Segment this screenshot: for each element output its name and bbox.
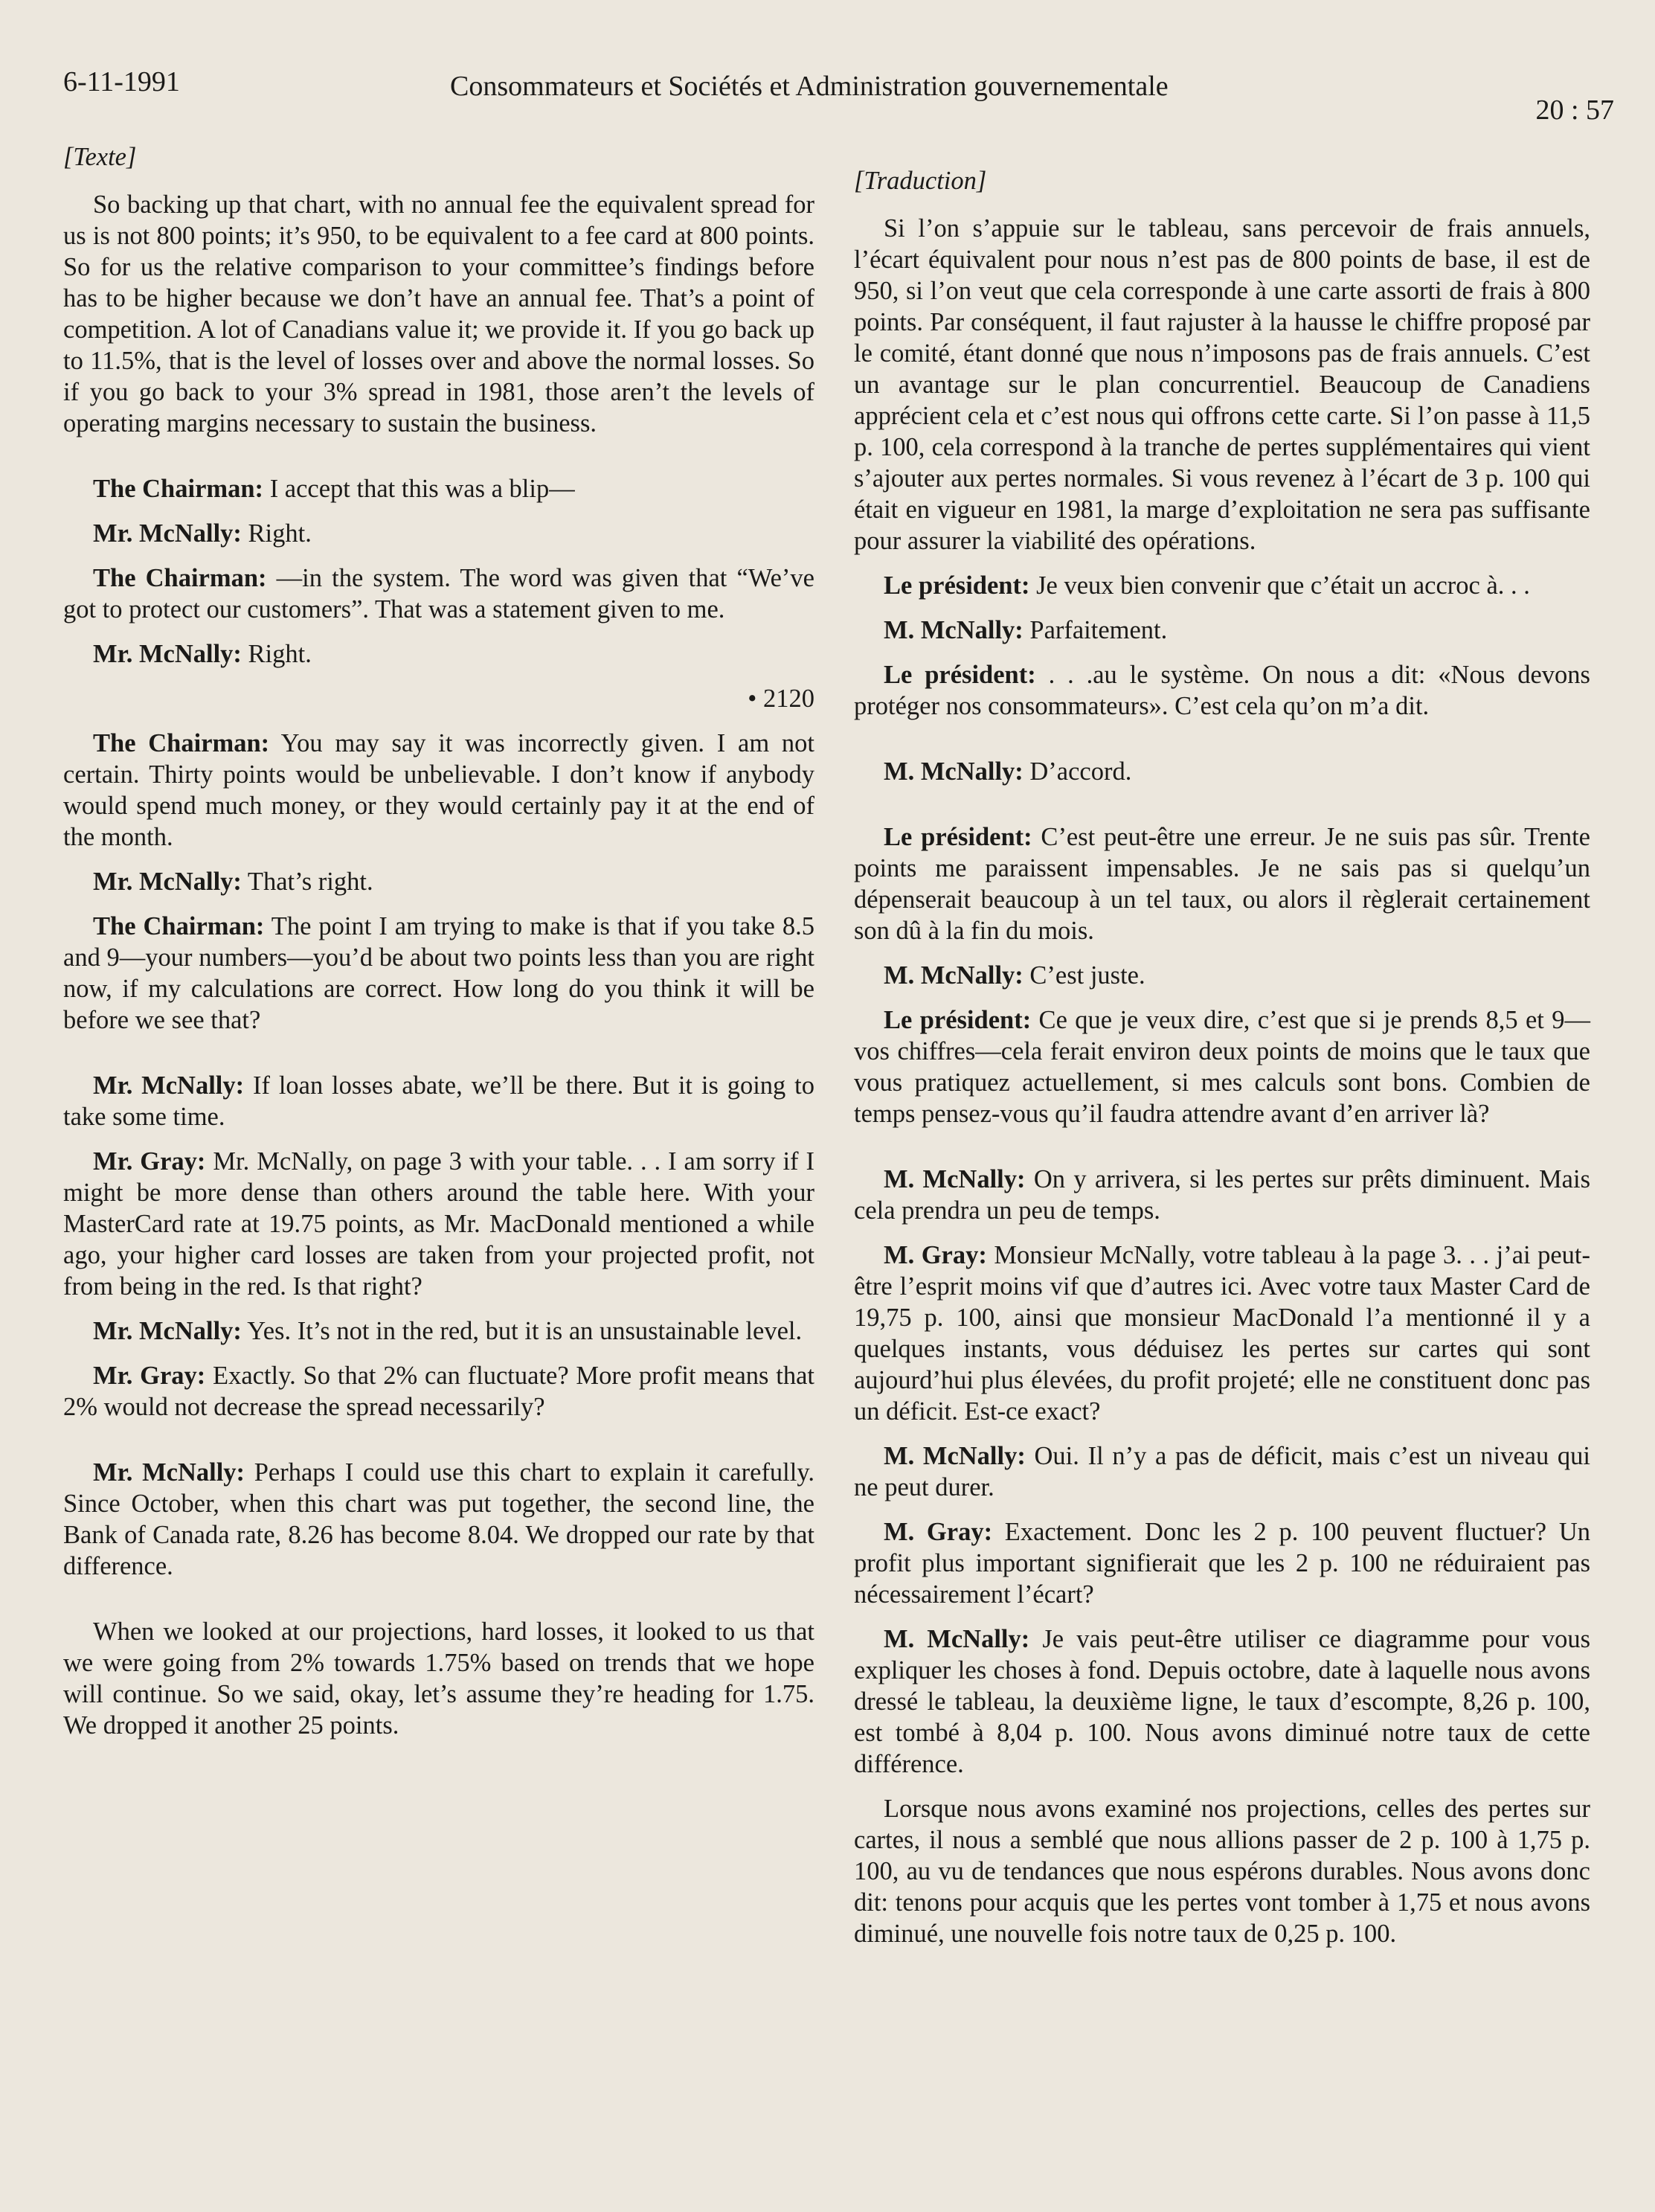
paragraph: When we looked at our projections, hard losses, it looked to us that we were going from 2% towards 1.75% based on trends that we hope will continue. So we said, okay, let’s assume they’re heading for 1.75. We dropped it another 25 points. [63, 1618, 814, 1740]
speech-turn [854, 821, 1590, 946]
speech-turn [63, 1146, 814, 1302]
header-title: Consommateurs et Sociétés et Administration gouvernementale [450, 71, 1169, 102]
speech-text: Perhaps I could use this chart to explain it carefully. Since October, when this chart was put together, the second line, the Bank of Canada rate, 8.26 has become 8.04. We dropped our rate by that difference. [63, 1458, 814, 1580]
speech-turn [63, 728, 814, 853]
speech-turn [63, 1070, 814, 1132]
speech-turn [63, 518, 814, 549]
speech-text: Oui. Il n’y a pas de déficit, mais c’est un niveau qui ne peut durer. [854, 1442, 1590, 1501]
page-header [63, 65, 1614, 125]
speech-turn [63, 1360, 814, 1423]
speaker-name: Le président: [884, 571, 1030, 600]
speaker-name: M. McNally: [884, 961, 1023, 990]
speaker-name: Mr. McNally: [93, 1458, 245, 1487]
speech-text: Mr. McNally, on page 3 with your table. . . I am sorry if I might be more dense than others around the table here. With your MasterCard rate at 19.75 points, as Mr. MacDonald mentioned a while ago, your higher card losses are taken from your projected profit, not from being in the red. Is that right? [63, 1147, 814, 1301]
english-column [63, 141, 814, 1754]
speech-text: The point I am trying to make is that if you take 8.5 and 9—your numbers—you’d be about two points less than you are right now, if my calculations are correct. How long do you think it will be before we see that? [63, 912, 814, 1034]
speech-turn [63, 562, 814, 625]
speaker-name: Le président: [884, 661, 1036, 689]
speech-text: C’est juste. [1023, 961, 1145, 990]
speech-text: . . .au le système. On nous a dit: «Nous devons protéger nos consommateurs». C’est cela qu’on m’a dit. [854, 661, 1590, 720]
speaker-name: M. McNally: [884, 1442, 1026, 1470]
speech-turn [63, 866, 814, 897]
speaker-name: Mr. McNally: [93, 640, 242, 668]
speaker-name: Mr. McNally: [93, 1317, 242, 1345]
speech-text: I accept that this was a blip— [263, 475, 575, 503]
speech-text: D’accord. [1023, 757, 1132, 786]
speech-turn [854, 615, 1590, 646]
speaker-name: M. Gray: [884, 1241, 987, 1269]
speech-text: Je veux bien convenir que c’était un accroc à. . . [1029, 571, 1530, 600]
header-date: 6-11-1991 [63, 66, 180, 97]
speech-turn [854, 1440, 1590, 1503]
paragraph: So backing up that chart, with no annual fee the equivalent spread for us is not 800 points; it’s 950, to be equivalent to a fee card at 800 points. So for us the relative comparison to your committee’s findings before has to be higher because we don’t have an annual fee. That’s a point of competition. A lot of Canadians value it; we provide it. If you go back up to 11.5%, that is the level of losses over and above the normal losses. So if you go back to your 3% spread in 1981, those aren’t the levels of operating margins necessary to sustain the business. [63, 190, 814, 437]
speaker-name: M. Gray: [884, 1518, 993, 1546]
speech-turn [854, 570, 1590, 601]
speaker-name: M. McNally: [884, 757, 1023, 786]
speech-turn [63, 911, 814, 1036]
speaker-name: Le président: [884, 823, 1032, 851]
speaker-name: The Chairman: [93, 564, 267, 592]
speech-turn [854, 960, 1590, 991]
speaker-name: Le président: [884, 1006, 1032, 1034]
speaker-name: Mr. McNally: [93, 1071, 245, 1100]
speech-text: On y arrivera, si les pertes sur prêts diminuent. Mais cela prendra un peu de temps. [854, 1165, 1590, 1225]
speech-turn [854, 1004, 1590, 1129]
speech-text: Ce que je veux dire, c’est que si je prends 8,5 et 9—vos chiffres—cela ferait environ deux points de moins que le taux que vous pratiquez actuellement, si mes calculs sont bons. Combien de temps pensez-vous qu’il faudra attendre avant d’en arriver là? [854, 1006, 1590, 1128]
speaker-name: The Chairman: [93, 729, 270, 757]
speech-turn [854, 756, 1590, 787]
speech-text: Yes. It’s not in the red, but it is an unsustainable level. [241, 1317, 803, 1345]
column-label-texte: [Texte] [63, 143, 137, 171]
speech-text: If loan losses abate, we’ll be there. But it is going to take some time. [63, 1071, 814, 1131]
column-label-traduction: [Traduction] [854, 167, 987, 195]
speech-text: Exactly. So that 2% can fluctuate? More profit means that 2% would not decrease the spread necessarily? [63, 1362, 814, 1421]
paragraph: Lorsque nous avons examiné nos projections, celles des pertes sur cartes, il nous a semblé que nous allions passer de 2 p. 100 à 1,75 p. 100, au vu de tendances que nous espérons durables. Nous avons donc dit: tenons pour acquis que les pertes vont tomber à 1,75 et nous avons diminué, une nouvelle fois notre taux de 0,25 p. 100. [854, 1795, 1590, 1948]
paragraph: Si l’on s’appuie sur le tableau, sans percevoir de frais annuels, l’écart équivalent pour nous n’est pas de 800 points de base, il est de 950, si l’on veut que cela corresponde à une carte assorti de frais à 800 points. Par conséquent, il faut rajuster à la hausse le chiffre proposé par le comité, étant donné que nous n’imposons pas de frais annuels. C’est un avantage sur le plan concurrentiel. Beaucoup de Canadiens apprécient cela et c’est nous qui offrons cette carte. Si l’on passe à 11,5 p. 100, cela correspond à la tranche de pertes supplémentaires qui vient s’ajouter aux pertes normales. Si vous revenez à l’écart de 3 p. 100 qui était en vigueur en 1981, la marge d’exploitation ne sera pas suffisante pour assurer la viabilité des opérations. [854, 214, 1590, 555]
speaker-name: M. McNally: [884, 616, 1023, 644]
speaker-name: Mr. McNally: [93, 868, 242, 896]
speaker-name: Mr. McNally: [93, 519, 242, 548]
speech-text: Exactement. Donc les 2 p. 100 peuvent fluctuer? Un profit plus important signifierait que les 2 p. 100 ne réduiraient pas nécessairement l’écart? [854, 1518, 1591, 1609]
speech-text: C’est peut-être une erreur. Je ne suis pas sûr. Trente points me paraissent impensables. Je ne sais pas si quelqu’un dépenserait beaucoup à un tel taux, ou alors il règlerait certainement son dû à la fin du mois. [854, 823, 1590, 945]
speech-text: That’s right. [241, 868, 373, 896]
speech-text: Monsieur McNally, votre tableau à la page 3. . . j’ai peut-être l’esprit moins vif que d’autres ici. Avec votre taux Master Card de 19,75 p. 100, ainsi que monsieur MacDonald l’a mentionné il y a quelques instants, vous déduisez les pertes sur cartes qui sont aujourd’hui plus élevées, du profit projeté; elle ne constituent donc pas un déficit. Est-ce exact? [854, 1241, 1591, 1426]
speech-turn [63, 1315, 814, 1347]
speech-turn [63, 473, 814, 504]
speech-text: Right. [241, 640, 312, 668]
speech-turn [63, 1457, 814, 1582]
speech-text: Parfaitement. [1023, 616, 1168, 644]
speech-turn [63, 638, 814, 670]
speaker-name: Mr. Gray: [93, 1362, 206, 1390]
speech-turn [854, 1164, 1590, 1226]
speech-text: You may say it was incorrectly given. I am not certain. Thirty points would be unbelievable. I don’t know if anybody would spend much money, or they would certainly pay it at the end of the month. [63, 729, 814, 851]
speaker-name: M. McNally: [884, 1625, 1030, 1653]
speech-text: —in the system. The word was given that “We’ve got to protect our customers”. That was a statement given to me. [63, 564, 814, 623]
speaker-name: The Chairman: [93, 912, 265, 940]
speech-text: Right. [241, 519, 312, 548]
speech-turn [854, 1623, 1590, 1780]
header-page-number: 20 : 57 [1535, 94, 1614, 126]
speaker-name: M. McNally: [884, 1165, 1026, 1193]
speech-turn [854, 659, 1590, 722]
french-column [854, 165, 1590, 1963]
speech-turn [854, 1240, 1590, 1427]
speaker-name: The Chairman: [93, 475, 264, 503]
speech-text: Je vais peut-être utiliser ce diagramme pour vous expliquer les choses à fond. Depuis octobre, date à laquelle nous avons dressé le tableau, la deuxième ligne, le taux d’escompte, 8,26 p. 100, est tombé à 8,04 p. 100. Nous avons diminué notre taux de cette différence. [854, 1625, 1590, 1778]
speaker-name: Mr. Gray: [93, 1147, 206, 1176]
time-marker: • 2120 [748, 685, 814, 713]
speech-turn [854, 1516, 1590, 1610]
